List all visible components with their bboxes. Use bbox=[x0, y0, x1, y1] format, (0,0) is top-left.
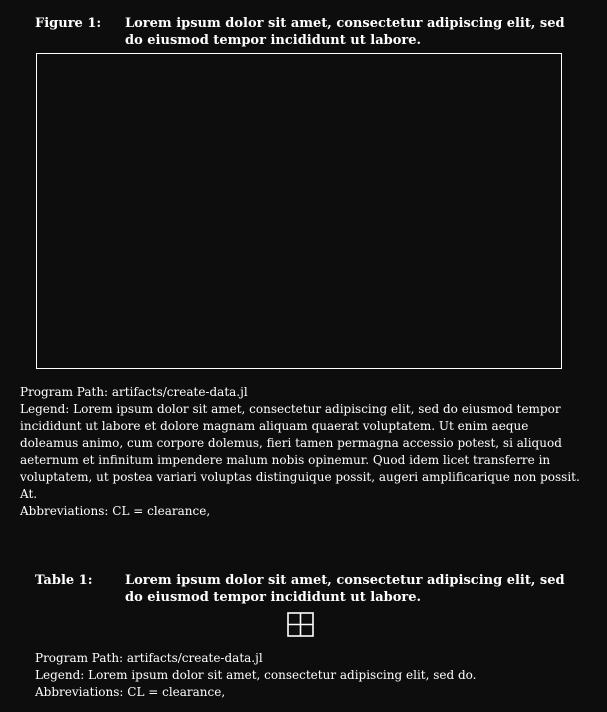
figure-abbreviations: Abbreviations: CL = clearance, bbox=[20, 504, 211, 518]
table-label: Table 1: bbox=[35, 573, 93, 588]
figure-caption bbox=[35, 15, 580, 49]
table-program-path: Program Path: artifacts/create-data.jl bbox=[35, 651, 263, 665]
table-abbreviations: Abbreviations: CL = clearance, bbox=[35, 685, 226, 699]
table-legend: Legend: Lorem ipsum dolor sit amet, consectetur adipiscing elit, sed do. bbox=[35, 668, 477, 682]
table-title: Lorem ipsum dolor sit amet, consectetur adipiscing elit, sed do eiusmod tempor incididunt ut labore. bbox=[125, 573, 565, 605]
figure-legend: Legend: Lorem ipsum dolor sit amet, consectetur adipiscing elit, sed do eiusmod tempor incididunt ut labore et dolore magnam aliquam quaerat voluptatem. Ut enim aeque doleamus animo, cum corpore dolemus, fieri tamen permagna accessio potest, si aliquod aeternum et infinitum impendere malum nobis opinemur. Quod idem licet transferre in voluptatem, ut postea variari voluptas distinguique possit, augeri amplificarique non possit. At. bbox=[20, 402, 580, 501]
figure-title: Lorem ipsum dolor sit amet, consectetur adipiscing elit, sed do eiusmod tempor incididunt ut labore. bbox=[125, 16, 565, 48]
figure-program-path: Program Path: artifacts/create-data.jl bbox=[20, 385, 248, 399]
table-notes bbox=[35, 650, 585, 701]
table-placeholder-icon bbox=[287, 612, 314, 637]
table-caption bbox=[35, 572, 580, 606]
figure-label: Figure 1: bbox=[35, 16, 102, 31]
figure-placeholder bbox=[36, 53, 562, 369]
figure-notes bbox=[20, 384, 588, 520]
